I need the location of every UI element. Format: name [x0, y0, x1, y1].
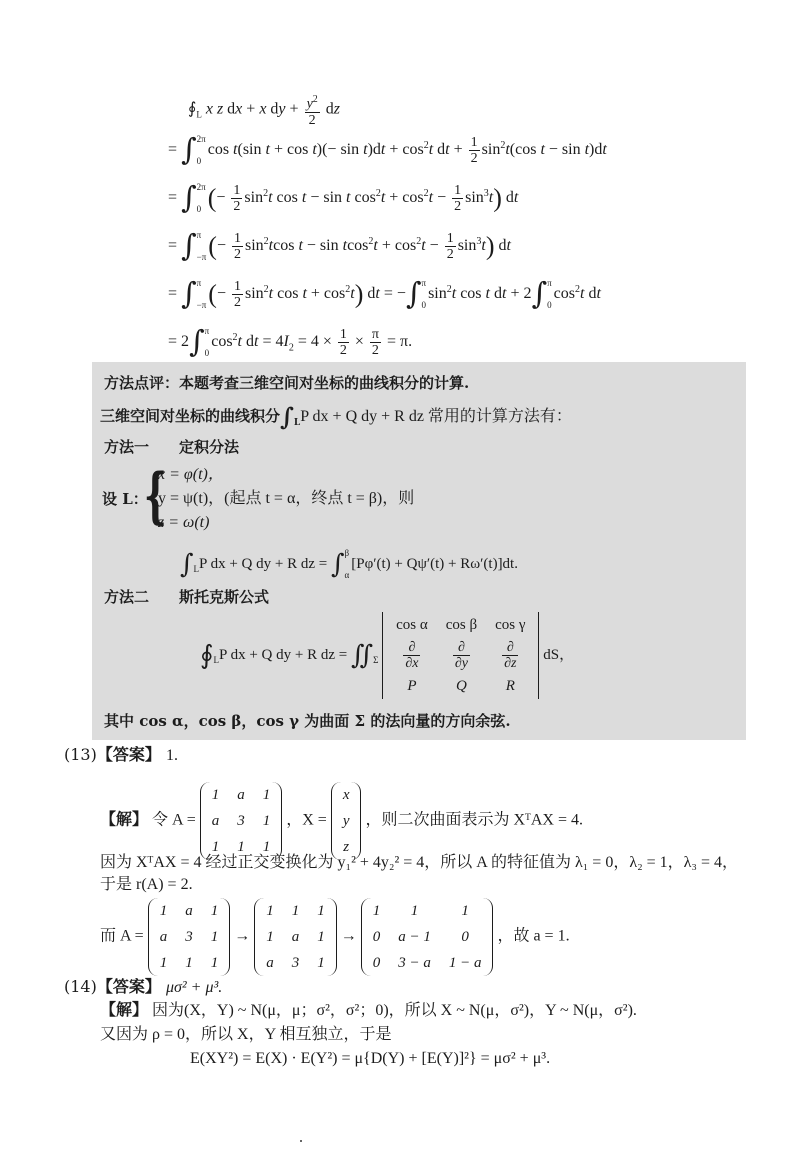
det-cell: R	[505, 678, 515, 694]
q14-line1: 因为(X，Y) ~ N(μ，μ；σ²，σ²；0)，所以 X ~ N(μ，σ²)，Y ~ N(μ，σ²).	[152, 1002, 637, 1019]
matrix-cell: 1	[266, 903, 274, 919]
vector-cell: y	[342, 813, 350, 829]
q13-conclusion: ，故 a = 1.	[497, 927, 570, 945]
arrow-1: →	[234, 927, 251, 945]
param-z: z = ω(t)	[158, 514, 210, 531]
derivation-line-1: = ∫2π 0cos t(sin $t + \cos t)(- \sin t)dt + \cos^2t$ dt + $\frac{1}{2}$ $\sin^2t(\cos$ t − sin t)dt	[168, 132, 607, 168]
method-review-box	[92, 362, 746, 740]
q13-answer-label: 【答案】	[96, 745, 161, 764]
q13-row-reduction	[100, 898, 570, 970]
vector-cell: z	[343, 839, 350, 855]
matrix-cell: 3	[291, 955, 300, 971]
vector-cell: x	[342, 787, 350, 803]
matrix-step-3	[361, 898, 494, 976]
q14-solution-line-2: 又因为 ρ = 0，所以 X，Y 相互独立，于是	[100, 1026, 392, 1043]
note-intro: 三维空间对坐标的曲线积分$\int_LP$ dx + Q dy + R dz 常用的计算方法有：	[100, 402, 572, 431]
q13-number: (13)	[64, 745, 97, 764]
q13-let-a: 令 A =	[152, 811, 196, 829]
matrix-cell: a	[185, 903, 193, 919]
det-cell: cos γ	[495, 617, 526, 633]
left-brace: {	[143, 461, 167, 531]
matrix-cell: 0	[372, 955, 381, 971]
matrix-cell: 1	[237, 839, 245, 855]
stokes-right: dS，	[543, 646, 575, 663]
matrix-cell: 1	[317, 903, 325, 919]
matrix-cell: 1	[159, 903, 168, 919]
matrix-cell: 1	[291, 903, 300, 919]
q14-jie: 【解】	[100, 1002, 149, 1019]
det-denominator: ∂z	[504, 656, 517, 671]
matrix-cell: 1	[211, 839, 220, 855]
param-x: x = φ(t)，	[158, 466, 224, 483]
contour-integral-symbol: ∮	[188, 100, 197, 118]
q13-jie: 【解】	[100, 811, 149, 829]
derivation-line-3: = ∫π −π(− $\frac{1}{2}$ $\sin^2tcos$ $t - \sin tcos^2t + \cos^2t$ − $\frac{1}{2}$ $\sin^3t$) dt	[168, 228, 511, 264]
det-cell: cos α	[396, 617, 428, 633]
det-cell: Q	[455, 678, 467, 694]
fraction: $\frac{y^2}{2}$	[306, 94, 318, 128]
matrix-cell: 1 − a	[448, 955, 482, 971]
note-title: 方法点评：本题考查三维空间对坐标的曲线积分的计算.	[104, 374, 470, 392]
matrix-cell: 1	[317, 955, 325, 971]
matrix-cell: a	[159, 929, 168, 945]
note-intro-a: 三维空间对坐标的曲线积分	[100, 407, 281, 425]
matrix-cell: a	[211, 813, 220, 829]
note-intro-b: P dx + Q dy + R dz 常用的计算方法有：	[300, 408, 572, 425]
matrix-cell: 1	[262, 813, 271, 829]
q13-solution-line-1	[100, 782, 583, 855]
q13-solution-line-2: 因为 XᵀAX = 4 经过正交变换化为 y₁² + 4y₂² = 4，所以 A 的特征值为 λ₁ = 0，λ₂ = 1，λ₃ = 4，	[100, 854, 739, 871]
q13-quad-text: ，则二次曲面表示为 XᵀAX = 4.	[365, 811, 583, 829]
scan-speck	[300, 1140, 302, 1142]
derivation-line-2: = ∫2π 0 (− $\frac{1}{2}$ $\sin^2t$ cos t − sin t $\cos^2t + \cos^2t$ − $\frac{1}{2}$ $\sin^3t$) dt	[168, 180, 519, 216]
det-cell: cos β	[445, 617, 478, 633]
matrix-cell: a	[237, 787, 245, 803]
matrix-cell: 1	[210, 903, 219, 919]
q13-er-a: 而 A =	[100, 927, 144, 945]
matrix-a	[200, 782, 283, 860]
q13-answer-line	[64, 744, 178, 767]
formula1-left: P dx + Q dy + R dz =	[199, 555, 328, 572]
q14-answer: μσ² + μ³.	[165, 979, 223, 996]
partial-symbol: ∂	[502, 640, 518, 656]
q13-answer: 1.	[165, 747, 178, 764]
q14-solution-line-1	[100, 1000, 637, 1022]
det-cell: P	[407, 678, 417, 694]
q13-let-x: ，X =	[286, 811, 327, 829]
matrix-cell: a	[291, 929, 300, 945]
matrix-cell: 1	[185, 955, 193, 971]
derivation-line-5: = 2∫π $0\cos^2t$ dt = $4I_2 = 4$ × $\frac{1}{2}$ × $\frac{\pi}{2}$ = π.	[168, 324, 413, 360]
matrix-cell: 1	[262, 787, 271, 803]
det-denominator: ∂y	[454, 656, 468, 671]
matrix-step-2	[254, 898, 337, 976]
matrix-cell: 1	[210, 929, 219, 945]
vector-x	[331, 782, 362, 860]
matrix-cell: 1	[266, 929, 274, 945]
matrix-cell: 1	[461, 903, 469, 919]
q14-number: (14)	[64, 977, 97, 996]
stokes-formula: $∮_LP$ dx + Q dy + R dz = $∬_\Sigma$ cos α cos β cos γ $\frac{\partial}{\partial x}$ $\frac{\partial}{\partial y}$ $\frac{\partial}{\partial z}$ P Q R dS，	[200, 612, 574, 699]
arrow-2: →	[340, 927, 357, 945]
q14-solution-line-3: E(XY²) = E(X) · E(Y²) = μ{D(Y) + [E(Y)]²} = μσ² + μ³.	[190, 1050, 551, 1067]
matrix-cell: 1	[372, 903, 381, 919]
matrix-cell: a − 1	[398, 929, 431, 945]
matrix-cell: 3	[185, 929, 193, 945]
method-two-heading: 方法二 斯托克斯公式	[104, 588, 270, 606]
param-prefix: 设 L：	[102, 490, 148, 508]
note-footer: 其中 cos α，cos β，cos γ 为曲面 Σ 的法向量的方向余弦.	[104, 712, 511, 730]
derivation-line-4: = ∫π −π(− $\frac{1}{2}$ $\sin^2t$ $\cos t + \cos^2t$) dt = −∫π $0\sin^2t$ cos t dt + 2∫π $0\cos^2t$ dt	[168, 276, 601, 312]
q14-answer-label: 【答案】	[96, 977, 161, 996]
stokes-left: P dx + Q dy + R dz =	[219, 646, 348, 663]
formula1-right: [Pφ′(t) + Qψ′(t) + Rω′(t)]dt.	[351, 555, 518, 572]
derivation-line-0: $∮_L$ x z dx + x dy + $\frac{y^2}{2}$ dz	[188, 94, 341, 128]
q13-solution-line-3: 于是 r(A) = 2.	[100, 876, 193, 893]
formula-definite-integral: $\int_LP$ dx + Q dy + R dz = ∫β α[Pφ′(t) + Qψ′(t) + Rω′(t)]dt.	[180, 548, 518, 580]
matrix-cell: a	[266, 955, 274, 971]
matrix-cell: 3 − a	[398, 955, 431, 971]
matrix-cell: 0	[372, 929, 381, 945]
method-one-heading: 方法一 定积分法	[104, 438, 240, 456]
det-denominator: ∂x	[405, 656, 419, 671]
matrix-cell: 1	[211, 787, 220, 803]
q14-answer-line	[64, 976, 222, 999]
matrix-cell: 1	[317, 929, 325, 945]
matrix-cell: 1	[262, 839, 271, 855]
param-y: y = ψ(t)，(起点 t = α，终点 t = β)，则	[158, 490, 415, 507]
partial-symbol: ∂	[403, 640, 420, 656]
matrix-cell: 1	[159, 955, 168, 971]
matrix-cell: 1	[210, 955, 219, 971]
partial-symbol: ∂	[453, 640, 470, 656]
matrix-a-copy	[148, 898, 231, 976]
matrix-cell: 3	[237, 813, 245, 829]
matrix-cell: 0	[461, 929, 469, 945]
matrix-cell: 1	[410, 903, 419, 919]
stokes-determinant	[382, 612, 539, 699]
